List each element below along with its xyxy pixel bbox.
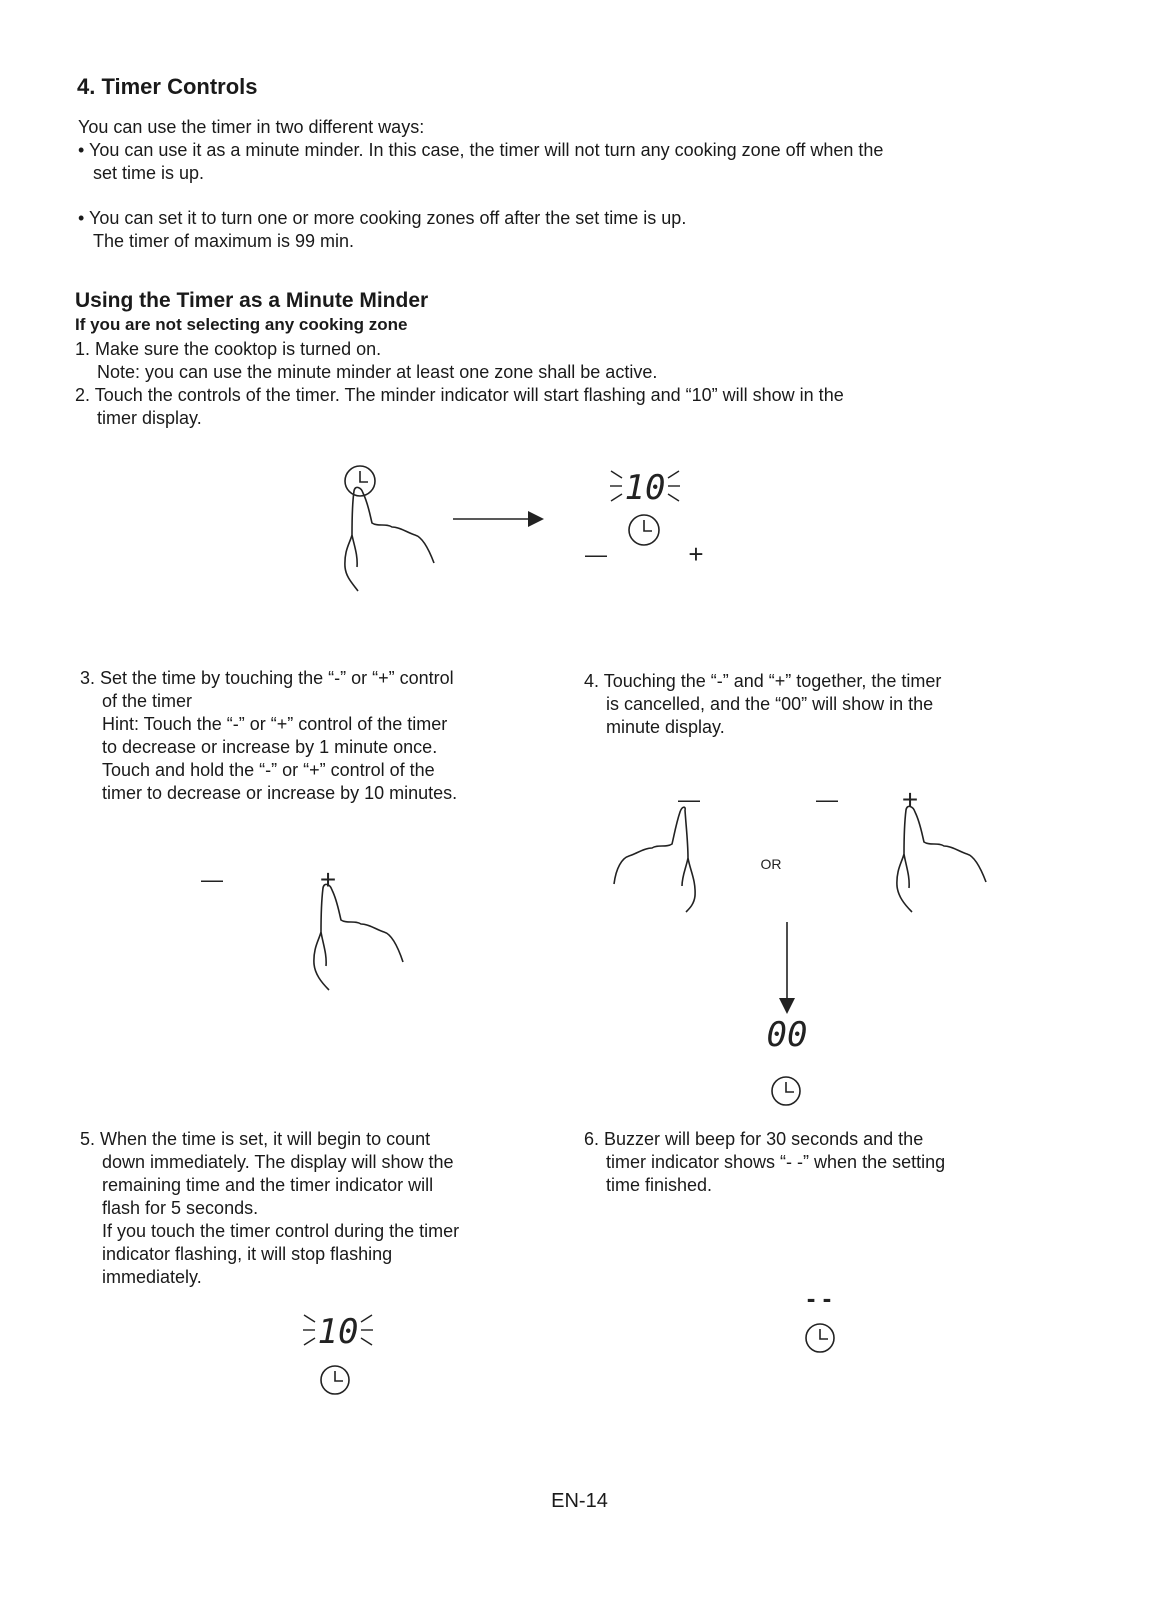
- minus-control: —: [201, 867, 223, 892]
- minder-title: Using the Timer as a Minute Minder: [75, 289, 429, 312]
- clock-icon: [772, 1077, 800, 1105]
- step-5: [80, 1128, 560, 1289]
- timer-display-zero: 00: [766, 1015, 808, 1055]
- step-6-line-3: time finished.: [606, 1175, 713, 1195]
- hand-pointer-icon: [614, 807, 695, 912]
- bullet-1-line-2: set time is up.: [93, 163, 205, 183]
- minus-control: —: [816, 787, 838, 812]
- bullet-2: [78, 207, 1078, 253]
- minder-steps: [75, 338, 1075, 430]
- clock-icon: [321, 1366, 349, 1394]
- clock-icon: [629, 515, 659, 545]
- minus-control: —: [678, 787, 700, 812]
- step-3-line-1: 3. Set the time by touching the “-” or “+” control: [80, 668, 454, 688]
- plus-control: +: [319, 864, 337, 895]
- step-4-line-3: minute display.: [606, 717, 725, 737]
- plus-control: +: [901, 784, 919, 815]
- step-5-line-1: 5. When the time is set, it will begin to count: [80, 1129, 431, 1149]
- arrow-right-icon: [453, 511, 544, 527]
- step-5-line-7: immediately.: [102, 1267, 202, 1287]
- arrow-down-icon: [779, 922, 795, 1014]
- timer-display-ten: 10: [317, 1312, 359, 1352]
- clock-icon: [806, 1324, 834, 1352]
- step-6-line-2: timer indicator shows “- -” when the setting: [606, 1152, 946, 1172]
- page-number: EN-14: [551, 1490, 608, 1512]
- step-3-line-3: Hint: Touch the “-” or “+” control of the timer: [102, 714, 448, 734]
- bullet-2-line-2: The timer of maximum is 99 min.: [93, 231, 355, 251]
- figure-set-time: [195, 860, 415, 1000]
- minus-control: —: [585, 542, 607, 567]
- step-5-line-5: If you touch the timer control during the timer: [102, 1221, 460, 1241]
- step-4: [584, 670, 1064, 739]
- step-6-line-1: 6. Buzzer will beep for 30 seconds and the: [584, 1129, 924, 1149]
- minder-subtitle: If you are not selecting any cooking zone: [75, 315, 408, 334]
- timer-display-ten: 10: [624, 468, 666, 508]
- hand-pointer-icon: [345, 487, 434, 591]
- step-1-line-1: 1. Make sure the cooktop is turned on.: [75, 339, 382, 359]
- step-5-line-6: indicator flashing, it will stop flashing: [102, 1244, 393, 1264]
- step-5-line-2: down immediately. The display will show the: [102, 1152, 454, 1172]
- bullet-1-line-1: • You can use it as a minute minder. In this case, the timer will not turn any cooking zone off when the: [78, 140, 884, 160]
- step-3-line-4: to decrease or increase by 1 minute once.: [102, 737, 438, 757]
- figure-countdown: [290, 1300, 390, 1400]
- or-label: OR: [760, 856, 782, 872]
- step-4-line-2: is cancelled, and the “00” will show in the: [606, 694, 934, 714]
- clock-icon: [345, 466, 375, 496]
- intro-block: [78, 116, 1078, 185]
- step-5-line-4: flash for 5 seconds.: [102, 1198, 259, 1218]
- step-5-line-3: remaining time and the timer indicator will: [102, 1175, 434, 1195]
- step-3-line-6: timer to decrease or increase by 10 minutes.: [102, 783, 458, 803]
- figure-finished: [780, 1280, 860, 1360]
- step-3: [80, 667, 560, 805]
- page-title: 4. Timer Controls: [77, 74, 258, 99]
- hand-pointer-icon: [314, 884, 403, 990]
- step-6: [584, 1128, 1064, 1197]
- intro-text: You can use the timer in two different ways:: [78, 117, 425, 137]
- step-1-line-2: Note: you can use the minute minder at least one zone shall be active.: [97, 362, 658, 382]
- figure-cancel-timer: [600, 780, 1010, 1110]
- figure-timer-start: [330, 455, 730, 605]
- step-3-line-5: Touch and hold the “-” or “+” control of the: [102, 760, 435, 780]
- hand-pointer-icon: [897, 806, 986, 912]
- timer-display-dash: - -: [806, 1283, 832, 1313]
- bullet-2-line-1: • You can set it to turn one or more cooking zones off after the set time is up.: [78, 208, 687, 228]
- step-2-line-1: 2. Touch the controls of the timer. The minder indicator will start flashing and “10” will show in the: [75, 385, 844, 405]
- step-3-line-2: of the timer: [102, 691, 193, 711]
- plus-control: +: [688, 539, 704, 569]
- step-2-line-2: timer display.: [97, 408, 202, 428]
- step-4-line-1: 4. Touching the “-” and “+” together, the timer: [584, 671, 942, 691]
